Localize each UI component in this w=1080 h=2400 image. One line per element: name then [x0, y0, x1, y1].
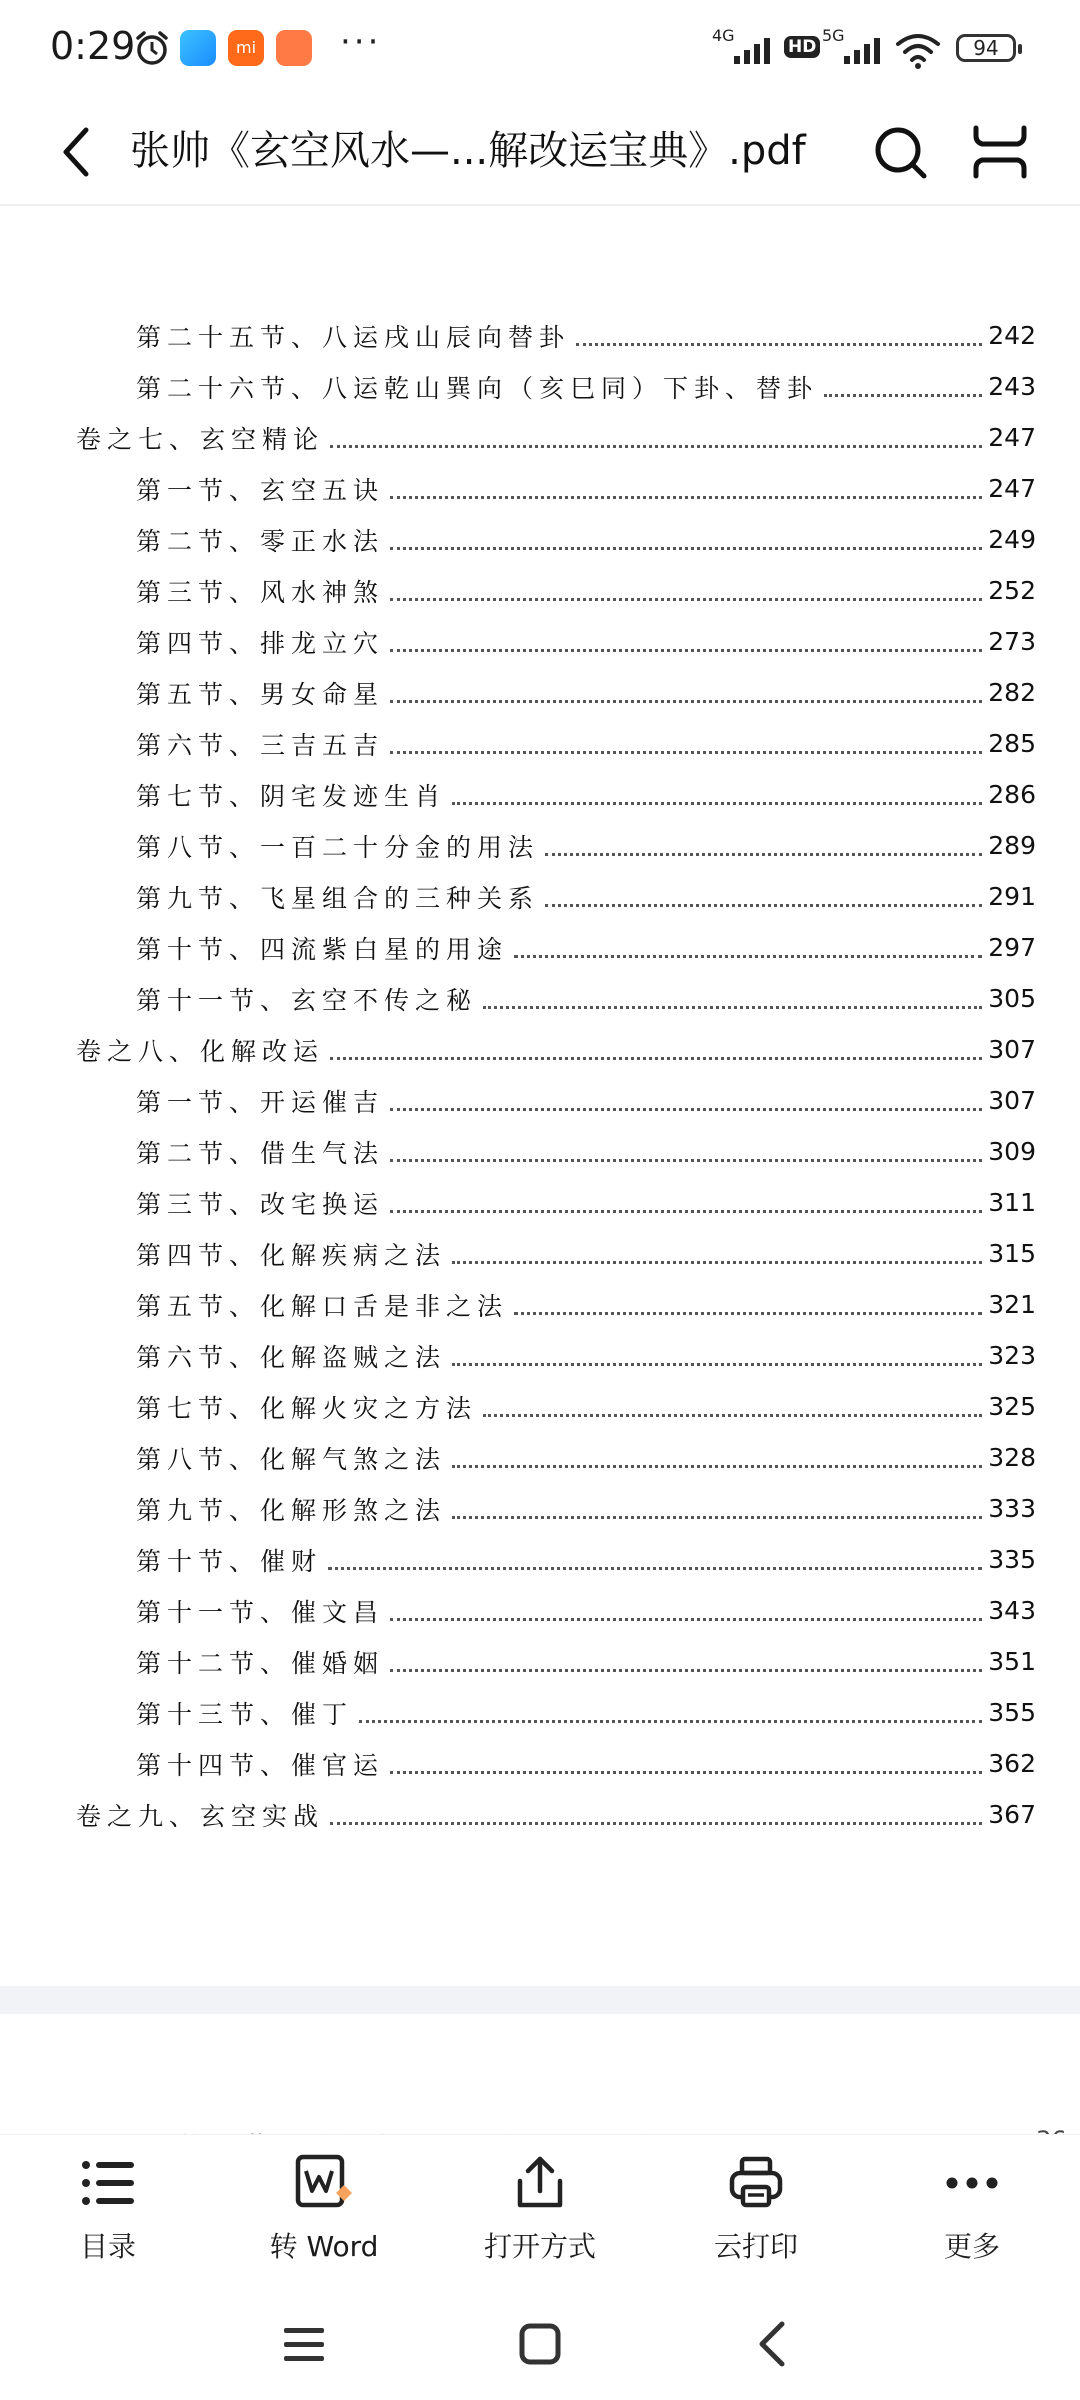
toc-label: 目录 [79, 2230, 136, 2263]
toc-page-number: 243 [988, 372, 1036, 401]
dot-leader [514, 955, 982, 958]
toc-entry-label: 第十二节、催婚姻 [136, 1648, 385, 1678]
toc-page-number: 367 [988, 1800, 1036, 1829]
toc-page-number: 321 [988, 1290, 1036, 1319]
fullscreen-icon[interactable] [968, 120, 1032, 184]
toc-page-number: 362 [988, 1749, 1036, 1778]
toc-section-row[interactable] [0, 514, 1080, 565]
toc-entry-label: 第一节、玄空五诀 [136, 475, 385, 505]
toc-volume-row[interactable] [0, 1024, 1080, 1075]
home-icon[interactable] [510, 2314, 570, 2374]
toc-page-number: 249 [988, 525, 1036, 554]
toc-page-number: 285 [988, 729, 1036, 758]
toc-entry-label: 第十节、催财 [136, 1546, 323, 1576]
toc-section-row[interactable] [0, 1381, 1080, 1432]
dot-leader [330, 1822, 982, 1825]
hd-badge: HD [784, 36, 820, 58]
toc-section-row[interactable] [0, 1483, 1080, 1534]
dot-leader [330, 445, 982, 448]
dot-leader [390, 751, 982, 754]
toc-page-number: 355 [988, 1698, 1036, 1727]
toc-entry-label: 第六节、三吉五吉 [136, 730, 385, 760]
dot-leader [390, 1210, 982, 1213]
mi-icon: mi [228, 30, 264, 66]
more-dots-icon [942, 2153, 1002, 2213]
toc-section-row[interactable] [0, 1738, 1080, 1789]
toc-section-row[interactable] [0, 565, 1080, 616]
toc-page-number: 297 [988, 933, 1036, 962]
dot-leader [328, 1567, 982, 1570]
toc-entry-label: 第七节、阴宅发迹生肖 [136, 781, 447, 811]
toc-entry-label: 第二节、借生气法 [136, 1138, 385, 1168]
toc-entry-label: 第四节、化解疾病之法 [136, 1240, 447, 1270]
convert-word-label: 转 Word [269, 2230, 379, 2263]
toc-section-row[interactable] [0, 1177, 1080, 1228]
toc-page-number: 273 [988, 627, 1036, 656]
toc-page-number: 323 [988, 1341, 1036, 1370]
toc-entry-label: 第八节、化解气煞之法 [136, 1444, 447, 1474]
toc-section-row[interactable] [0, 1585, 1080, 1636]
toc-entry-label: 第十节、四流紫白星的用途 [136, 934, 509, 964]
pdf-page[interactable] [0, 206, 1080, 1986]
toc-entry-label: 第七节、化解火灾之方法 [136, 1393, 478, 1423]
toc-page-number: 289 [988, 831, 1036, 860]
toc-section-row[interactable] [0, 463, 1080, 514]
toc-page-number: 307 [988, 1035, 1036, 1064]
list-icon [78, 2153, 138, 2213]
back-icon[interactable] [744, 2314, 804, 2374]
toc-entry-label: 第五节、化解口舌是非之法 [136, 1291, 509, 1321]
toc-entry-label: 第十三节、催丁 [136, 1699, 354, 1729]
dot-leader [330, 1057, 982, 1060]
toc-section-row[interactable] [0, 718, 1080, 769]
dot-leader [576, 343, 982, 346]
toc-section-row[interactable] [0, 871, 1080, 922]
toc-entry-label: 第一节、开运催吉 [136, 1087, 385, 1117]
signal-icon [712, 34, 772, 66]
battery-indicator: 94 [956, 34, 1016, 62]
toc-entry-label: 第二十六节、八运乾山巽向（亥巳同）下卦、替卦 [136, 373, 819, 403]
toc-page-number: 328 [988, 1443, 1036, 1472]
table-of-contents [0, 310, 1080, 1840]
toc-section-row[interactable] [0, 1126, 1080, 1177]
dot-leader [452, 1516, 982, 1519]
search-icon[interactable] [868, 120, 932, 184]
toc-section-row[interactable] [0, 769, 1080, 820]
page-separator [0, 1986, 1080, 2014]
system-navigation-bar [0, 2284, 1080, 2400]
toc-entry-label: 第二十五节、八运戌山辰向替卦 [136, 322, 571, 352]
menu-icon[interactable] [274, 2314, 334, 2374]
toc-page-number: 307 [988, 1086, 1036, 1115]
bottom-toolbar [0, 2134, 1080, 2285]
next-pdf-page[interactable] [0, 2014, 1080, 2134]
toc-section-row[interactable] [0, 667, 1080, 718]
more-button[interactable] [872, 2153, 1072, 2283]
toc-page-number: 282 [988, 678, 1036, 707]
toc-page-number: 286 [988, 780, 1036, 809]
toc-section-row[interactable] [0, 973, 1080, 1024]
more-notifications: ··· [340, 22, 382, 62]
toc-section-row[interactable] [0, 820, 1080, 871]
dot-leader [545, 853, 982, 856]
dot-leader [824, 394, 982, 397]
toc-entry-label: 第十一节、催文昌 [136, 1597, 385, 1627]
dot-leader [390, 1771, 982, 1774]
convert-word-button[interactable] [224, 2153, 424, 2283]
dot-leader [545, 904, 982, 907]
document-title: 张帅《玄空风水—...解改运宝典》.pdf [130, 128, 806, 174]
toc-entry-label: 卷之七、玄空精论 [76, 424, 325, 454]
toc-entry-label: 第九节、化解形煞之法 [136, 1495, 447, 1525]
toc-page-number: 247 [988, 423, 1036, 452]
document-toolbar [0, 100, 1080, 206]
toc-page-number: 343 [988, 1596, 1036, 1625]
toc-page-number: 351 [988, 1647, 1036, 1676]
dot-leader [390, 496, 982, 499]
dot-leader [452, 1363, 982, 1366]
dot-leader [390, 649, 982, 652]
dot-leader [483, 1006, 982, 1009]
toc-section-row[interactable] [0, 1075, 1080, 1126]
toc-page-number: 333 [988, 1494, 1036, 1523]
dot-leader [390, 598, 982, 601]
dot-leader [390, 700, 982, 703]
more-label: 更多 [943, 2230, 1000, 2263]
dot-leader [452, 1261, 982, 1264]
toc-page-number: 309 [988, 1137, 1036, 1166]
dot-leader [452, 1465, 982, 1468]
toc-entry-label: 第十一节、玄空不传之秘 [136, 985, 478, 1015]
share-icon [510, 2153, 570, 2213]
toc-volume-row[interactable] [0, 1789, 1080, 1840]
cloud-print-button[interactable] [656, 2153, 856, 2283]
toc-page-number: 335 [988, 1545, 1036, 1574]
toc-page-number: 291 [988, 882, 1036, 911]
toc-entry-label: 第四节、排龙立穴 [136, 628, 385, 658]
toc-entry-label: 第九节、飞星组合的三种关系 [136, 883, 540, 913]
network-5g-label: 5G [822, 26, 845, 45]
toc-entry-label: 第三节、改宅换运 [136, 1189, 385, 1219]
open-with-button[interactable] [440, 2153, 640, 2283]
printer-icon [726, 2153, 786, 2213]
dot-leader [514, 1312, 982, 1315]
toc-page-number: 242 [988, 321, 1036, 350]
toc-section-row[interactable] [0, 1534, 1080, 1585]
dot-leader [452, 802, 982, 805]
wifi-icon [894, 30, 942, 70]
cloud-print-label: 云打印 [713, 2230, 798, 2263]
toc-entry-label: 第三节、风水神煞 [136, 577, 385, 607]
toc-entry-label: 第五节、男女命星 [136, 679, 385, 709]
toc-section-row[interactable] [0, 1330, 1080, 1381]
open-with-label: 打开方式 [483, 2230, 596, 2263]
toc-page-number: 315 [988, 1239, 1036, 1268]
dot-leader [390, 1159, 982, 1162]
toc-section-row[interactable] [0, 310, 1080, 361]
toc-section-row[interactable] [0, 1687, 1080, 1738]
toc-section-row[interactable] [0, 361, 1080, 412]
toc-section-row[interactable] [0, 616, 1080, 667]
clock-time: 0:29 [50, 24, 136, 68]
toc-entry-label: 第八节、一百二十分金的用法 [136, 832, 540, 862]
toc-page-number: 252 [988, 576, 1036, 605]
toc-section-row[interactable] [0, 1228, 1080, 1279]
toc-section-row[interactable] [0, 1279, 1080, 1330]
toc-entry-label: 卷之八、化解改运 [76, 1036, 325, 1066]
toc-entry-label: 第六节、化解盗贼之法 [136, 1342, 447, 1372]
signal-icon-2 [822, 34, 882, 66]
dot-leader [359, 1720, 982, 1723]
toc-page-number: 325 [988, 1392, 1036, 1421]
toc-page-number: 311 [988, 1188, 1036, 1217]
toc-entry-label: 卷之九、玄空实战 [76, 1801, 325, 1831]
toc-volume-row[interactable] [0, 412, 1080, 463]
back-arrow-icon[interactable] [56, 122, 96, 182]
toc-section-row[interactable] [0, 1636, 1080, 1687]
dot-leader [390, 1669, 982, 1672]
toc-section-row[interactable] [0, 922, 1080, 973]
dot-leader [390, 547, 982, 550]
toc-entry-label: 第二节、零正水法 [136, 526, 385, 556]
alarm-icon [132, 28, 172, 68]
toc-page-number: 247 [988, 474, 1036, 503]
word-convert-icon [292, 2153, 356, 2213]
mi-store-icon [276, 30, 312, 66]
status-bar [0, 0, 1080, 100]
dot-leader [390, 1618, 982, 1621]
network-4g-label: 4G [712, 26, 735, 45]
toc-button[interactable] [8, 2153, 208, 2283]
app-blue-icon [180, 30, 216, 66]
toc-section-row[interactable] [0, 1432, 1080, 1483]
dot-leader [390, 1108, 982, 1111]
toc-entry-label: 第十四节、催官运 [136, 1750, 385, 1780]
dot-leader [483, 1414, 982, 1417]
toc-page-number: 305 [988, 984, 1036, 1013]
